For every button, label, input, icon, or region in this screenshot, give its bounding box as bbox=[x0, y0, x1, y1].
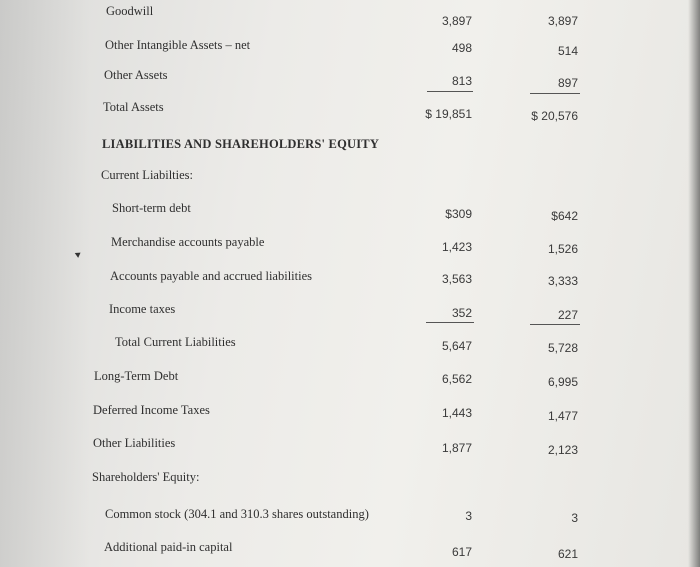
value-year2: 1,477 bbox=[547, 409, 578, 423]
row-total-current-liabilities bbox=[0, 335, 700, 359]
section-heading: LIABILITIES AND SHAREHOLDERS' EQUITY bbox=[102, 137, 380, 151]
value-year2: 5,728 bbox=[547, 341, 578, 355]
row-additional-paid-in-capital bbox=[0, 540, 700, 564]
value-year2: 3 bbox=[571, 511, 578, 525]
value-year1: 498 bbox=[451, 41, 472, 55]
value-year1: 813 bbox=[451, 74, 472, 88]
value-year1: $ 19,851 bbox=[425, 107, 472, 121]
value-year2: 514 bbox=[557, 44, 578, 58]
row-label: Deferred Income Taxes bbox=[93, 403, 210, 417]
value-year1: 1,443 bbox=[441, 406, 472, 420]
row-accounts-payable-accrued bbox=[0, 269, 700, 293]
row-common-stock bbox=[0, 507, 700, 531]
row-label: Additional paid-in capital bbox=[104, 540, 233, 554]
underline-year1 bbox=[427, 91, 473, 92]
row-label: Short-term debt bbox=[112, 201, 191, 215]
value-year1: 3,563 bbox=[441, 272, 472, 286]
shareholders-equity-heading: Shareholders' Equity: bbox=[92, 470, 200, 484]
value-year2: 897 bbox=[557, 76, 578, 90]
row-deferred-income-taxes bbox=[0, 403, 700, 427]
row-other-liabilities bbox=[0, 436, 700, 460]
row-label: Other Assets bbox=[104, 68, 168, 82]
shareholders-equity-heading-row bbox=[0, 470, 700, 494]
value-year2: 2,123 bbox=[547, 443, 578, 457]
row-long-term-debt bbox=[0, 369, 700, 393]
value-year2: 3,897 bbox=[547, 14, 578, 28]
row-income-taxes bbox=[0, 302, 700, 326]
row-merchandise-accounts-payable bbox=[0, 235, 700, 259]
row-label: Total Current Liabilities bbox=[115, 335, 236, 349]
value-year2: 1,526 bbox=[547, 242, 578, 256]
value-year1: 6,562 bbox=[441, 372, 472, 386]
row-label: Other Liabilities bbox=[93, 436, 176, 450]
value-year1: 5,647 bbox=[441, 339, 472, 353]
row-label: Common stock (304.1 and 310.3 shares outstanding) bbox=[105, 507, 369, 521]
row-label: Accounts payable and accrued liabilities bbox=[110, 269, 313, 283]
row-short-term-debt bbox=[0, 201, 700, 225]
value-year2: $ 20,576 bbox=[531, 109, 578, 123]
value-year1: $309 bbox=[445, 207, 472, 221]
underline-year2 bbox=[530, 93, 580, 94]
value-year1: 3,897 bbox=[441, 14, 472, 28]
row-label: Income taxes bbox=[109, 302, 176, 316]
value-year2: 621 bbox=[557, 547, 578, 561]
current-liabilities-heading: Current Liabilties: bbox=[101, 168, 193, 182]
underline-year1 bbox=[426, 322, 474, 323]
value-year1: 3 bbox=[465, 509, 472, 523]
value-year1: 1,423 bbox=[441, 240, 472, 254]
row-label: Goodwill bbox=[106, 4, 154, 18]
value-year1: 1,877 bbox=[441, 441, 472, 455]
value-year1: 352 bbox=[451, 306, 472, 320]
row-other-intangible-assets bbox=[0, 38, 700, 62]
row-label: Total Assets bbox=[103, 100, 164, 114]
value-year2: 3,333 bbox=[547, 274, 578, 288]
row-goodwill bbox=[0, 4, 700, 28]
row-label: Long-Term Debt bbox=[94, 369, 179, 383]
current-liabilities-heading-row bbox=[0, 168, 700, 192]
value-year2: 227 bbox=[557, 308, 578, 322]
underline-year2 bbox=[530, 324, 580, 325]
section-heading-row bbox=[0, 137, 700, 161]
row-label: Merchandise accounts payable bbox=[111, 235, 265, 249]
value-year1: 617 bbox=[451, 545, 472, 559]
value-year2: 6,995 bbox=[547, 375, 578, 389]
value-year2: $642 bbox=[551, 209, 578, 223]
row-label: Other Intangible Assets – net bbox=[105, 38, 251, 52]
row-total-assets bbox=[0, 100, 700, 124]
page-right-edge bbox=[688, 0, 700, 567]
row-other-assets bbox=[0, 68, 700, 92]
